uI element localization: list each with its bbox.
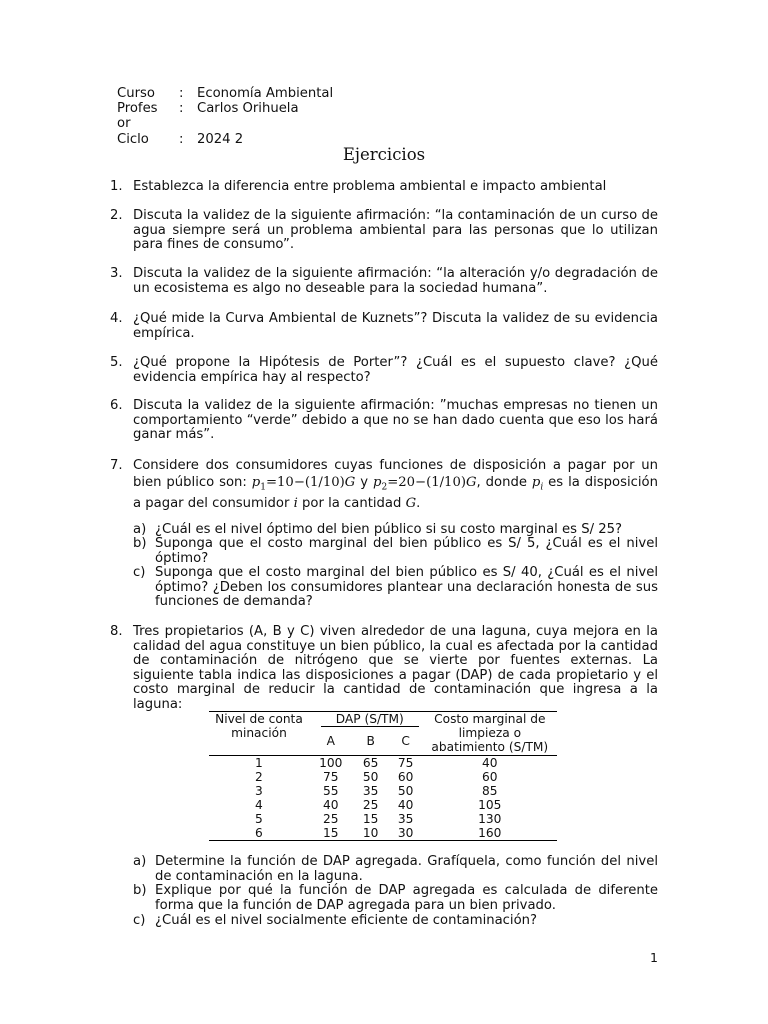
subquestion-letter: a) (133, 854, 147, 869)
header-value: Carlos Orihuela (197, 101, 299, 117)
table-cell: 2 (255, 769, 263, 784)
table-row (209, 784, 557, 798)
question-number: 1. (110, 179, 123, 194)
table-cell: 4 (255, 797, 263, 812)
table-cell: 160 (423, 826, 557, 841)
table-cell: 65 (362, 755, 379, 770)
table-cell: 60 (397, 769, 414, 784)
table-cell: 60 (482, 769, 498, 784)
col-header-c: C (389, 727, 423, 755)
table-cell: 40 (397, 797, 414, 812)
table-cell: 130 (478, 811, 502, 826)
header-label: Curso (117, 86, 155, 101)
subquestion-letter: c) (133, 913, 146, 928)
subquestion-letter: b) (133, 536, 147, 551)
table-cell: 50 (362, 769, 379, 784)
table-cell: 10 (353, 826, 389, 841)
header-value: 2024 2 (197, 131, 244, 147)
table-cell: 100 (319, 755, 343, 770)
question-7b (133, 537, 658, 566)
question-text: Establezca la diferencia entre problema ambiental e impacto ambiental (133, 179, 607, 194)
subquestion-letter: a) (133, 522, 147, 537)
question-7 (110, 458, 658, 512)
question-text: Tres propietarios (A, B y C) viven alrededor de una laguna, cuya mejora en la calidad del agua constituye un bien público, la cual es afectada por la cantidad de contaminación de nitrógeno que se vierte por fuentes externas. La siguiente tabla indica las disposiciones a pagar (DAP) de cada propietario y el costo marginal de reducir la cantidad de contaminación que ingresa a la laguna: (133, 624, 658, 712)
table-cell: 40 (323, 797, 339, 812)
header-row-professor (117, 102, 333, 132)
question-8c (133, 914, 658, 929)
question-number: 5. (110, 355, 123, 370)
table-cell: 85 (482, 783, 498, 798)
course-header (117, 87, 333, 148)
subquestion-letter: b) (133, 883, 147, 898)
question-number: 8. (110, 624, 123, 639)
table-cell: 25 (323, 811, 339, 826)
connector-text: , donde (476, 474, 527, 490)
table-row (209, 770, 557, 784)
header-label: Profesor (117, 101, 158, 131)
table-cell: 30 (389, 826, 423, 841)
table-cell: 55 (323, 783, 339, 798)
conjunction: y (360, 474, 369, 490)
table-cell: 15 (309, 826, 353, 841)
question-6 (110, 399, 658, 443)
question-text-part: es la disposición a pagar del consumidor (133, 474, 658, 511)
question-2 (110, 209, 658, 253)
col-header-cost: Costo marginal de limpieza o abatimiento (S/TM) (423, 712, 557, 756)
question-number: 7. (110, 458, 123, 473)
subquestion-text: Suponga que el costo marginal del bien público es S/ 5, ¿Cuál es el nivel óptimo? (155, 536, 658, 566)
table-cell: 75 (397, 755, 414, 770)
table-row (209, 798, 557, 812)
subquestion-text: Suponga que el costo marginal del bien público es S/ 40, ¿Cuál es el nivel óptimo? ¿Deben los consumidores plantear una declaración honesta de sus funciones de demanda? (155, 565, 658, 610)
header-separator: : (179, 131, 184, 147)
subquestion-text: Determine la función de DAP agregada. Grafíquela, como función del nivel de contaminación en la laguna. (155, 854, 658, 884)
table-cell: 5 (255, 811, 263, 826)
question-4 (110, 312, 658, 341)
question-number: 3. (110, 266, 123, 281)
table-row (209, 755, 557, 770)
index-symbol: i (293, 495, 298, 511)
table-cell: 25 (362, 797, 379, 812)
wtp-equation-2: $p_2=20-(1/10)G$ (373, 474, 477, 493)
table-cell: 35 (397, 811, 414, 826)
col-header-level: Nivel de contaminación (209, 712, 309, 756)
question-text: ¿Qué propone la Hipótesis de Porter”? ¿Cuál es el supuesto clave? ¿Qué evidencia empírica hay al respecto? (133, 355, 658, 385)
question-text: ¿Qué mide la Curva Ambiental de Kuznets”? Discuta la validez de su evidencia empírica. (133, 311, 658, 341)
col-header-dap: DAP (S/TM) (309, 712, 423, 728)
question-number: 4. (110, 311, 123, 326)
question-7c (133, 566, 658, 610)
table-row (209, 826, 557, 841)
table-cell: 1 (255, 755, 263, 770)
wtp-equation-1: $p_1=10-(1/10)G$ (251, 474, 356, 493)
header-value: Economía Ambiental (197, 86, 334, 101)
table-cell: 15 (362, 811, 379, 826)
col-header-b: B (353, 727, 389, 755)
question-5 (110, 356, 658, 385)
question-text: Considere dos consumidores cuyas funciones de disposición a pagar por un bien público son: $p_1=10-(1/10)G$ y $p_2=20-(1/10)G$, donde $p_i$ es la disposición a pagar del consumidor i por la cantidad G. (133, 458, 658, 511)
subquestion-letter: c) (133, 565, 146, 580)
question-text: Discuta la validez de la siguiente afirmación: “la alteración y/o degradación de un ecosistema es algo no deseable para la sociedad humana”. (133, 266, 658, 296)
question-8 (110, 625, 658, 713)
question-3 (110, 267, 658, 296)
pi-symbol: $p_i$ (531, 474, 544, 493)
question-text-part: por la cantidad (302, 495, 402, 511)
header-row-course (117, 87, 333, 102)
col-header-a: A (309, 727, 353, 755)
table-cell: 35 (362, 783, 379, 798)
quantity-symbol: G (405, 495, 417, 511)
table-cell: 105 (478, 797, 502, 812)
dap-table (209, 711, 557, 841)
question-8a (133, 855, 658, 884)
header-label: Ciclo (117, 131, 149, 147)
header-separator: : (179, 101, 184, 117)
question-number: 6. (110, 398, 123, 413)
table-cell: 6 (209, 826, 309, 841)
question-8b (133, 884, 658, 913)
subquestion-text: Explique por qué la función de DAP agregada es calculada de diferente forma que la función de DAP agregada para un bien privado. (155, 883, 658, 913)
question-text: Discuta la validez de la siguiente afirmación: “la contaminación de un curso de agua siempre será un problema ambiental para las personas que lo utilizan para fines de consumo”. (133, 208, 658, 253)
question-intro: Considere dos consumidores cuyas funciones de disposición a pagar por un bien público son: (133, 458, 658, 490)
question-1 (110, 180, 658, 195)
question-text: Discuta la validez de la siguiente afirmación: ”muchas empresas no tienen un comportamiento “verde” debido a que no se han dado cuenta que eso los hará ganar más”. (133, 398, 658, 443)
page-title: Ejercicios (342, 145, 426, 164)
table-cell: 75 (323, 769, 339, 784)
subquestion-text: ¿Cuál es el nivel óptimo del bien público si su costo marginal es S/ 25? (155, 522, 622, 537)
header-separator: : (179, 86, 184, 101)
table-row (209, 812, 557, 826)
subquestion-text: ¿Cuál es el nivel socialmente eficiente de contaminación? (155, 913, 538, 928)
header-row-cycle (117, 133, 333, 148)
table-cell: 50 (397, 783, 414, 798)
table-cell: 3 (255, 783, 263, 798)
table-cell: 40 (482, 755, 498, 770)
page-number: 1 (650, 950, 658, 965)
question-number: 2. (110, 208, 123, 223)
